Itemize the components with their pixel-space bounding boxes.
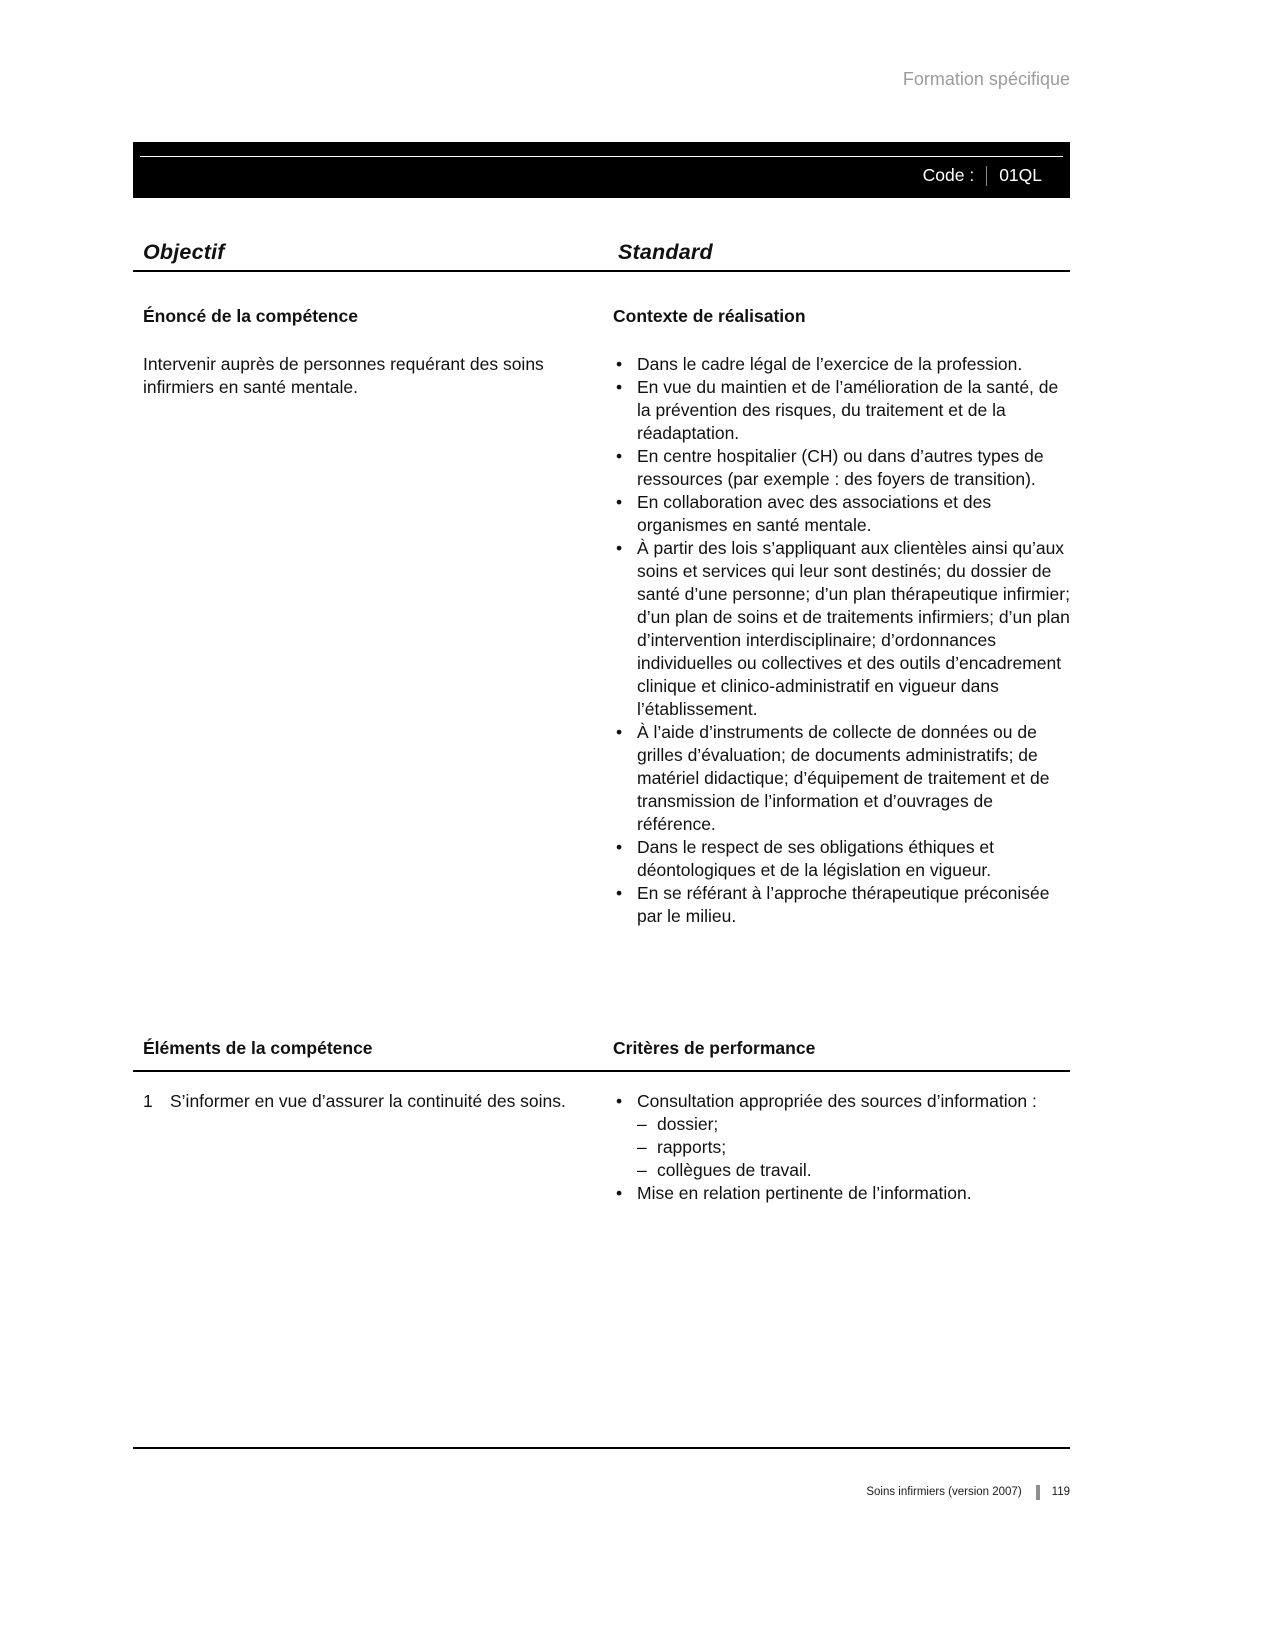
elements-heading-cell <box>133 1037 613 1085</box>
code-separator <box>986 166 987 186</box>
elements-heading: Éléments de la compétence <box>143 1038 373 1058</box>
criterion-text: Consultation appropriée des sources d’information : <box>637 1091 1037 1111</box>
list-item <box>613 1090 1070 1182</box>
list-item: • Dans le respect de ses obligations éthiques et déontologiques et de la législation en vigueur. <box>613 836 1070 882</box>
criteres-heading: Critères de performance <box>613 1038 816 1058</box>
element-number: 1 <box>143 1091 153 1111</box>
list-item: • En se référant à l’approche thérapeutique préconisée par le milieu. <box>613 882 1070 928</box>
list-item: • En centre hospitalier (CH) ou dans d’autres types de ressources (par exemple : des foyers de transition). <box>613 445 1070 491</box>
code-bar <box>133 142 1070 198</box>
list-item: • Mise en relation pertinente de l’information. <box>613 1182 1070 1205</box>
sublist-item: – rapports; <box>637 1136 1070 1159</box>
footer-document-title: Soins infirmiers (version 2007) <box>866 1486 1022 1498</box>
competence-statement: Intervenir auprès de personnes requérant des soins infirmiers en santé mentale. <box>143 354 544 397</box>
running-header: Formation spécifique <box>902 69 1070 89</box>
code-bar-inner-rule <box>140 156 1063 157</box>
criteres-column <box>613 1090 1070 1205</box>
elements-criteres-header-row <box>133 1037 1070 1085</box>
footer-rule <box>133 1447 1070 1449</box>
page-number: 119 <box>1051 1486 1070 1498</box>
elements-criteres-body <box>133 1090 1070 1205</box>
elements-rule <box>133 1070 1070 1072</box>
criteres-heading-cell <box>613 1037 1070 1085</box>
footer-separator <box>1036 1485 1040 1500</box>
contexte-heading: Contexte de réalisation <box>613 306 806 326</box>
code-label: Code : <box>922 165 975 185</box>
enonce-heading: Énoncé de la compétence <box>143 306 358 326</box>
sublist-item: – collègues de travail. <box>637 1159 1070 1182</box>
standard-title: Standard <box>618 240 713 264</box>
competence-section <box>133 305 1070 928</box>
criteres-list <box>613 1090 1070 1205</box>
element-text: S’informer en vue d’assurer la continuité des soins. <box>170 1091 566 1111</box>
contexte-list <box>613 353 1070 928</box>
list-item: • Dans le cadre légal de l’exercice de la profession. <box>613 353 1070 376</box>
list-item: • À l’aide d’instruments de collecte de données ou de grilles d’évaluation; de documents administratifs; de matériel didactique; d’équipement de traitement et de transmission de l’information et d’ouvrages de référence. <box>613 721 1070 836</box>
list-item: • En collaboration avec des associations et des organismes en santé mentale. <box>613 491 1070 537</box>
objectif-column <box>133 305 613 928</box>
page-footer <box>866 1484 1070 1500</box>
standard-column <box>613 305 1070 928</box>
sublist-item: – dossier; <box>637 1113 1070 1136</box>
code-box <box>923 164 1042 187</box>
objectif-title: Objectif <box>143 240 225 264</box>
list-item: • À partir des lois s’appliquant aux clientèles ainsi qu’aux soins et services qui leur sont destinés; du dossier de santé d’une personne; d’un plan thérapeutique infirmier; d’un plan de soins et de traitements infirmiers; d’un plan d’intervention interdisciplinaire; d’ordonnances individuelles ou collectives et des outils d’encadrement clinique et clinico-administratif en vigueur dans l’établissement. <box>613 537 1070 721</box>
criterion-sublist <box>637 1113 1070 1182</box>
element-item-1 <box>143 1090 580 1113</box>
code-value: 01QL <box>999 165 1042 185</box>
column-titles-row <box>133 241 1070 264</box>
list-item: • En vue du maintien et de l’amélioration de la santé, de la prévention des risques, du traitement et de la réadaptation. <box>613 376 1070 445</box>
titles-rule <box>133 270 1070 272</box>
elements-column <box>133 1090 613 1205</box>
